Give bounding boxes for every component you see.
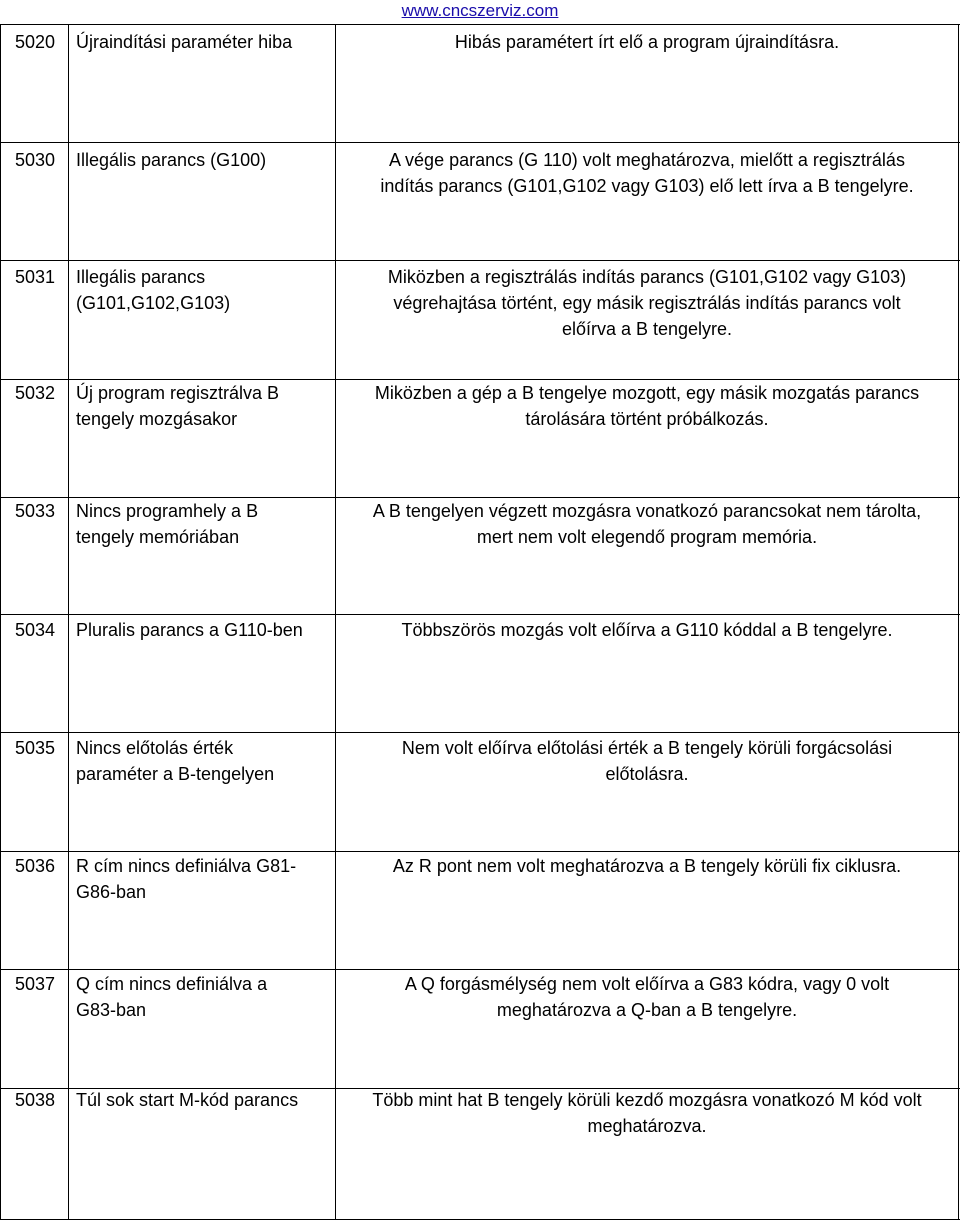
error-table xyxy=(0,24,960,1220)
row-divider xyxy=(0,969,960,970)
error-code: 5030 xyxy=(15,150,56,170)
error-code: 5037 xyxy=(15,974,56,994)
error-description: Miközben a gép a B tengelye mozgott, egy másik mozgatás parancs xyxy=(374,383,920,403)
error-description: Több mint hat B tengely körüli kezdő mozgásra vonatkozó M kód volt xyxy=(372,1090,922,1110)
error-title: Pluralis parancs a G110-ben xyxy=(76,620,303,640)
error-title: Q cím nincs definiálva a xyxy=(76,974,268,994)
row-divider xyxy=(0,614,960,615)
error-description: Hibás paramétert írt elő a program újraindításra. xyxy=(454,32,840,52)
error-description: Miközben a regisztrálás indítás parancs (G101,G102 vagy G103) xyxy=(387,267,907,287)
error-title: Nincs előtolás érték xyxy=(76,738,234,758)
error-description: A Q forgásmélység nem volt előírva a G83 kódra, vagy 0 volt xyxy=(404,974,890,994)
site-link[interactable]: www.cncszerviz.com xyxy=(401,1,559,20)
row-divider xyxy=(0,851,960,852)
error-description: tárolására történt próbálkozás. xyxy=(525,409,769,429)
error-title: (G101,G102,G103) xyxy=(76,293,231,313)
error-title: Új program regisztrálva B xyxy=(76,383,280,403)
error-title: paraméter a B-tengelyen xyxy=(76,764,275,784)
error-description: mert nem volt elegendő program memória. xyxy=(476,527,818,547)
row-divider xyxy=(0,260,960,261)
error-title: Újraindítási paraméter hiba xyxy=(76,32,293,52)
error-code: 5036 xyxy=(15,856,56,876)
table-border-bottom xyxy=(0,1219,960,1220)
row-divider xyxy=(0,142,960,143)
error-description: előtolásra. xyxy=(605,764,689,784)
error-code: 5031 xyxy=(15,267,56,287)
error-title: Túl sok start M-kód parancs xyxy=(76,1090,299,1110)
error-title: G86-ban xyxy=(76,882,147,902)
column-divider-1 xyxy=(68,24,69,1220)
error-description: előírva a B tengelyre. xyxy=(561,319,733,339)
error-description: A B tengelyen végzett mozgásra vonatkozó parancsokat nem tárolta, xyxy=(372,501,922,521)
error-description: A vége parancs (G 110) volt meghatározva, mielőtt a regisztrálás xyxy=(389,150,905,170)
error-description: indítás parancs (G101,G102 vagy G103) elő lett írva a B tengelyre. xyxy=(380,176,914,196)
error-description: meghatározva a Q-ban a B tengelyre. xyxy=(496,1000,798,1020)
table-border-right xyxy=(958,24,959,1220)
error-code: 5038 xyxy=(15,1090,56,1110)
error-title: tengely mozgásakor xyxy=(76,409,238,429)
error-description: végrehajtása történt, egy másik regisztrálás indítás parancs volt xyxy=(393,293,901,313)
row-divider xyxy=(0,732,960,733)
error-title: G83-ban xyxy=(76,1000,147,1020)
error-title: Illegális parancs xyxy=(76,267,206,287)
error-code: 5034 xyxy=(15,620,56,640)
error-title: tengely memóriában xyxy=(76,527,240,547)
error-title: R cím nincs definiálva G81- xyxy=(76,856,297,876)
error-title: Illegális parancs (G100) xyxy=(76,150,267,170)
error-description: meghatározva. xyxy=(587,1116,707,1136)
error-description: Nem volt előírva előtolási érték a B tengely körüli forgácsolási xyxy=(401,738,893,758)
error-code: 5020 xyxy=(15,32,56,52)
error-code: 5032 xyxy=(15,383,56,403)
error-code: 5035 xyxy=(15,738,56,758)
error-description: Többszörös mozgás volt előírva a G110 kóddal a B tengelyre. xyxy=(401,620,893,640)
table-border-top xyxy=(0,24,960,25)
table-border-left xyxy=(0,24,1,1220)
error-description: Az R pont nem volt meghatározva a B tengely körüli fix ciklusra. xyxy=(392,856,902,876)
error-code: 5033 xyxy=(15,501,56,521)
error-title: Nincs programhely a B xyxy=(76,501,259,521)
